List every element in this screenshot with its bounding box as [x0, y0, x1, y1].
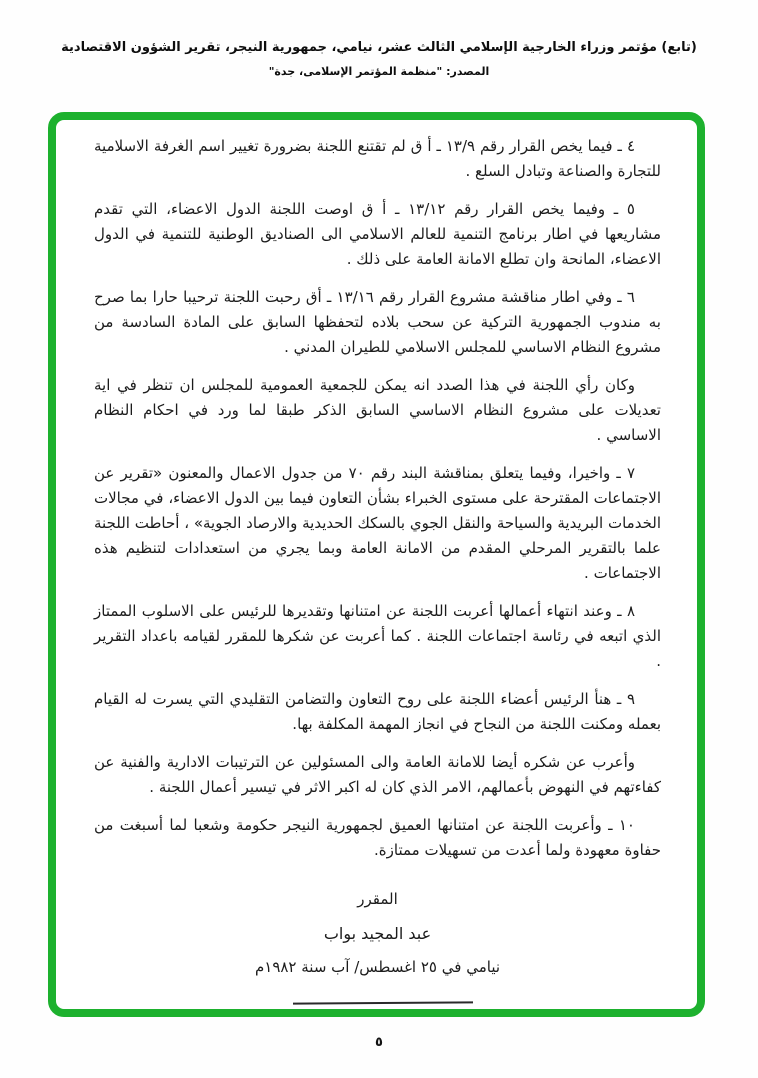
paragraph-5: ٥ ـ وفيما يخص القرار رقم ١٣/١٢ ـ أ ق اوصت اللجنة الدول الاعضاء، التي تقدم مشاريعها في اطار برنامج التنمية للعالم الاسلامي الى الصناديق الوطنية للتنمية في الدول الاعضاء، المانحة وان تطلع الامانة العامة على ذلك . — [94, 200, 661, 268]
green-border-frame — [48, 112, 705, 1017]
paragraph-6-continuation: وكان رأي اللجنة في هذا الصدد انه يمكن للجمعية العمومية للمجلس ان تنظر في اية تعديلات على مشروع النظام الاساسي السابق الذكر طبقا لما ورد في احكام النظام الاساسي . — [94, 376, 661, 444]
document-body — [94, 134, 661, 1004]
paragraph-9: ٩ ـ هنأ الرئيس أعضاء اللجنة على روح التعاون والتضامن التقليدي التي يسرت له القيام بعمله ومكنت اللجنة من النجاح في انجاز المهمة المكلفة بها. — [94, 690, 661, 733]
page-number: ٥ — [375, 1035, 383, 1050]
signature-title: المقرر — [357, 890, 398, 908]
paragraph-7: ٧ ـ واخيرا، وفيما يتعلق بمناقشة البند رقم ٧٠ من جدول الاعمال والمعنون «تقرير عن الاجتماعات المقترحة على مستوى الخبراء بشأن التعاون فيما بين الدول الاعضاء، في مجالات الخدمات البريدية والسياحة والنقل الجوي بالسكك الحديدية والارصاد الجوية» ، أحاطت اللجنة علما بالتقرير المرحلي المقدم من الامانة العامة وبما يجري من استعدادات لتنظيم هذه الاجتماعات . — [94, 464, 661, 582]
paragraph-10: ١٠ ـ وأعربت اللجنة عن امتنانها العميق لجمهورية النيجر حكومة وشعبا لما أسبغت من حفاوة معهودة ولما أعدت من تسهيلات ممتازة. — [94, 816, 661, 859]
paragraph-8: ٨ ـ وعند انتهاء أعمالها أعربت اللجنة عن امتنانها وتقديرها للرئيس على الاسلوب الممتاز الذي اتبعه في رئاسة اجتماعات اللجنة . كما أعربت عن شكرها للمقرر لقيامه باعداد التقرير . — [94, 602, 661, 670]
paragraph-4: ٤ ـ فيما يخص القرار رقم ١٣/٩ ـ أ ق لم تقتنع اللجنة بضرورة تغيير اسم الغرفة الاسلامية للتجارة والصناعة وتبادل السلع . — [94, 137, 661, 180]
header-title: (تابع) مؤتمر وزراء الخارجية الإسلامي الثالث عشر، نيامي، جمهورية النيجر، تقرير الشؤون الاقتصادية — [61, 40, 697, 55]
paragraph-9-continuation: وأعرب عن شكره أيضا للامانة العامة والى المسئولين عن الترتيبات الادارية والفنية عن كفاءتهم في النهوض بأعمالهم، الامر الذي كان له اكبر الاثر في تيسير أعمال اللجنة . — [94, 753, 661, 796]
page-header — [0, 40, 758, 78]
signature-name: عبد المجيد بواب — [323, 924, 432, 943]
footnote-divider — [292, 1001, 472, 1004]
paragraph-6: ٦ ـ وفي اطار مناقشة مشروع القرار رقم ١٣/١٦ ـ أق رحبت اللجنة ترحيبا حارا بما صرح به مندوب الجمهورية التركية عن سحب بلاده لتحفظها السابق على المادة السادسة من مشروع النظام الاساسي للمجلس الاسلامي للطيران المدني . — [94, 288, 661, 356]
signature-date: نيامي في ٢٥ اغسطس/ آب سنة ١٩٨٢م — [254, 958, 501, 976]
header-source: المصدر: "منظمة المؤتمر الإسلامى، جدة" — [268, 65, 490, 78]
signature-block — [94, 887, 661, 980]
